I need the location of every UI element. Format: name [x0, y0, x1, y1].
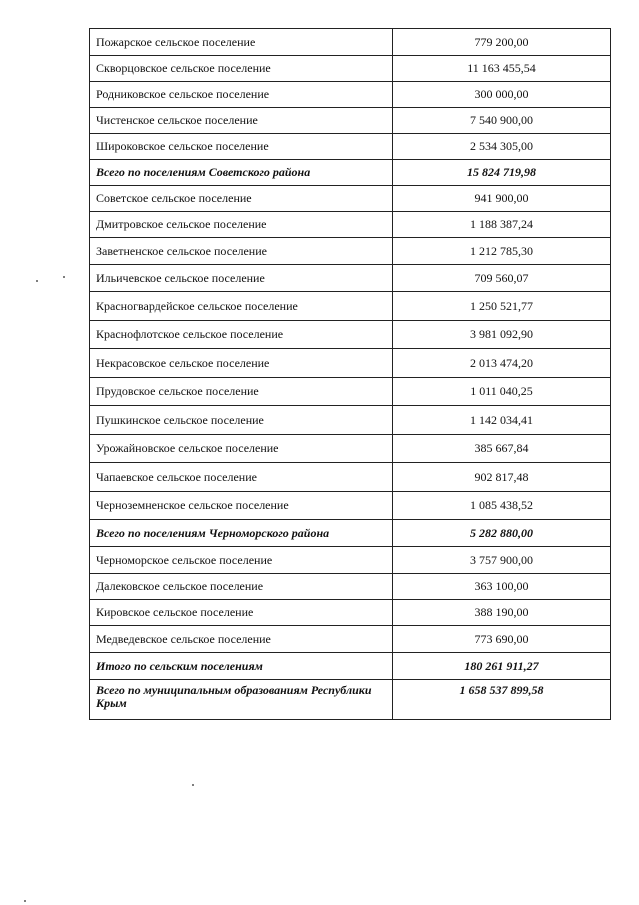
table-row [90, 29, 611, 56]
settlement-amount: 300 000,00 [393, 82, 611, 108]
table-row [90, 212, 611, 238]
table-row [90, 492, 611, 520]
settlement-name: Советское сельское поселение [90, 186, 393, 212]
settlement-name: Красногвардейское сельское поселение [90, 292, 393, 321]
settlement-name: Черноземненское сельское поселение [90, 492, 393, 520]
settlement-amount: 1 011 040,25 [393, 378, 611, 406]
settlement-amount: 941 900,00 [393, 186, 611, 212]
settlement-amount: 709 560,07 [393, 265, 611, 292]
grand-total-row [90, 680, 611, 720]
settlement-amount: 388 190,00 [393, 600, 611, 626]
table-row [90, 82, 611, 108]
settlement-name: Краснофлотское сельское поселение [90, 321, 393, 349]
settlement-amount: 2 013 474,20 [393, 349, 611, 378]
table-row [90, 134, 611, 160]
table-row [90, 574, 611, 600]
table-row [90, 435, 611, 463]
settlement-name: Далековское сельское поселение [90, 574, 393, 600]
settlement-amount: 779 200,00 [393, 29, 611, 56]
district-total-row [90, 160, 611, 186]
scan-speck [63, 276, 65, 278]
scan-speck [36, 280, 38, 282]
table-row [90, 600, 611, 626]
settlement-name: Некрасовское сельское поселение [90, 349, 393, 378]
settlement-name: Чапаевское сельское поселение [90, 463, 393, 492]
district-total-row [90, 520, 611, 547]
total-amount: 1 658 537 899,58 [393, 680, 611, 720]
settlement-name: Заветненское сельское поселение [90, 238, 393, 265]
settlement-name: Пушкинское сельское поселение [90, 406, 393, 435]
settlement-amount: 7 540 900,00 [393, 108, 611, 134]
settlement-amount: 363 100,00 [393, 574, 611, 600]
table-row [90, 238, 611, 265]
table-row [90, 406, 611, 435]
total-label: Итого по сельским поселениям [90, 653, 393, 680]
settlement-amount: 11 163 455,54 [393, 56, 611, 82]
settlement-amount: 3 981 092,90 [393, 321, 611, 349]
total-amount: 15 824 719,98 [393, 160, 611, 186]
table-row [90, 626, 611, 653]
grand-subtotal-row [90, 653, 611, 680]
settlement-name: Медведевское сельское поселение [90, 626, 393, 653]
settlement-amount: 385 667,84 [393, 435, 611, 463]
total-label: Всего по муниципальным образованиям Республики Крым [90, 680, 393, 720]
total-label: Всего по поселениям Черноморского района [90, 520, 393, 547]
settlement-amount: 1 188 387,24 [393, 212, 611, 238]
total-amount: 180 261 911,27 [393, 653, 611, 680]
scan-speck [24, 900, 26, 902]
settlement-name: Урожайновское сельское поселение [90, 435, 393, 463]
table-row [90, 321, 611, 349]
settlement-amount: 902 817,48 [393, 463, 611, 492]
settlement-name: Чистенское сельское поселение [90, 108, 393, 134]
settlement-amount: 773 690,00 [393, 626, 611, 653]
settlement-amount: 2 534 305,00 [393, 134, 611, 160]
total-label: Всего по поселениям Советского района [90, 160, 393, 186]
settlement-name: Прудовское сельское поселение [90, 378, 393, 406]
table-row [90, 292, 611, 321]
settlement-amount: 1 212 785,30 [393, 238, 611, 265]
settlement-amount: 1 085 438,52 [393, 492, 611, 520]
settlement-name: Широковское сельское поселение [90, 134, 393, 160]
table-row [90, 378, 611, 406]
settlement-amount: 1 250 521,77 [393, 292, 611, 321]
settlement-name: Кировское сельское поселение [90, 600, 393, 626]
settlement-name: Дмитровское сельское поселение [90, 212, 393, 238]
table-row [90, 547, 611, 574]
settlement-name: Черноморское сельское поселение [90, 547, 393, 574]
scan-speck [192, 784, 194, 786]
table-row [90, 463, 611, 492]
settlement-name: Родниковское сельское поселение [90, 82, 393, 108]
table-row [90, 108, 611, 134]
settlement-name: Ильичевское сельское поселение [90, 265, 393, 292]
table-row [90, 186, 611, 212]
table-body [90, 29, 611, 720]
settlement-amount: 1 142 034,41 [393, 406, 611, 435]
total-amount: 5 282 880,00 [393, 520, 611, 547]
settlement-name: Пожарское сельское поселение [90, 29, 393, 56]
budget-allocation-table [89, 28, 611, 720]
table-row [90, 56, 611, 82]
settlement-name: Скворцовское сельское поселение [90, 56, 393, 82]
table-row [90, 265, 611, 292]
settlement-amount: 3 757 900,00 [393, 547, 611, 574]
table-row [90, 349, 611, 378]
